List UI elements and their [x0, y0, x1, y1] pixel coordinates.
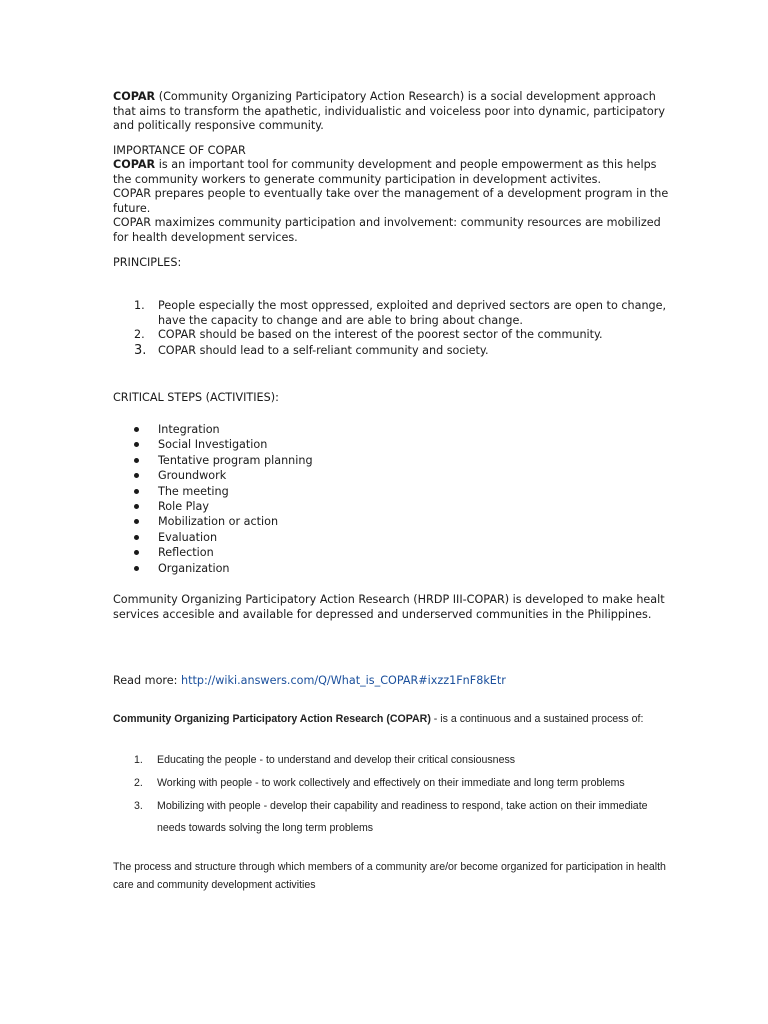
bullet-icon	[134, 489, 139, 494]
list-item: Mobilization or action	[113, 514, 513, 529]
bullet-icon	[134, 442, 139, 447]
list-item: Role Play	[113, 499, 513, 514]
bullet-icon	[134, 427, 139, 432]
list-item: 3. Mobilizing with people - develop their capability and readiness to respond, take action on their immediate needs towards solving the long term problems	[134, 799, 648, 835]
definition-text: - is a continuous and a sustained process of:	[430, 713, 644, 725]
copar-term: COPAR	[113, 90, 156, 103]
bullet-icon	[134, 519, 139, 524]
principles-list	[113, 299, 673, 358]
closing-paragraph: The process and structure through which members of a community are/or become organized for participation in health care and community development activities	[113, 861, 666, 891]
bullet-icon	[134, 550, 139, 555]
importance-paragraph	[113, 158, 673, 246]
principles-heading: PRINCIPLES:	[113, 256, 182, 269]
intro-text: (Community Organizing Participatory Action Research) is a social development approach that aims to transform the apathetic, individualistic and voiceless poor into dynamic, participatory and politically responsive community.	[113, 90, 665, 133]
list-item: The meeting	[113, 484, 513, 499]
bullet-icon	[134, 535, 139, 540]
list-item: Groundwork	[113, 468, 513, 483]
critical-steps-list	[113, 422, 513, 576]
list-item: 2. Working with people - to work collectively and effectively on their immediate and long term problems	[134, 776, 625, 789]
list-item: Reflection	[113, 545, 513, 560]
definition-term: Community Organizing Participatory Action Research (COPAR)	[113, 713, 431, 725]
importance-text-3: COPAR maximizes community participation and involvement: community resources are mobilized for health development services.	[113, 216, 661, 244]
list-item: Tentative program planning	[113, 453, 513, 468]
read-more-link[interactable]: http://wiki.answers.com/Q/What_is_COPAR#ixzz1FnF8kEtr	[180, 674, 506, 687]
bullet-icon	[134, 566, 139, 571]
read-more-label: Read more:	[113, 674, 181, 687]
definition-paragraph	[113, 710, 673, 728]
list-item: 1. Educating the people - to understand and develop their critical consiousness	[134, 754, 516, 766]
critical-steps-heading: CRITICAL STEPS (ACTIVITIES):	[113, 391, 279, 404]
list-item: Social Investigation	[113, 437, 513, 452]
read-more	[113, 674, 673, 689]
bullet-icon	[134, 504, 139, 509]
list-item: 2. COPAR should be based on the interest of the poorest sector of the community.	[134, 328, 603, 342]
bullet-icon	[134, 473, 139, 478]
importance-heading: IMPORTANCE OF COPAR	[113, 144, 246, 157]
list-item: Evaluation	[113, 530, 513, 545]
definition-list	[113, 749, 673, 840]
list-item: Organization	[113, 561, 513, 576]
list-item: Integration	[113, 422, 513, 437]
list-item: 1. People especially the most oppressed, exploited and deprived sectors are open to change, have the capacity to change and are able to bring about change.	[134, 299, 667, 327]
bullet-icon	[134, 458, 139, 463]
copar-term: COPAR	[113, 158, 156, 171]
importance-text-2: COPAR prepares people to eventually take over the management of a development program in the future.	[113, 187, 669, 215]
hrdp-paragraph: Community Organizing Participatory Action Research (HRDP III-COPAR) is developed to make healt services accesible and available for depressed and underserved communities in the Philippines.	[113, 593, 665, 621]
importance-text-1: is an important tool for community development and people empowerment as this helps the community workers to generate community participation in development activites.	[113, 158, 657, 186]
intro-paragraph	[113, 90, 673, 134]
list-item: 3. COPAR should lead to a self-reliant community and society.	[134, 342, 489, 358]
